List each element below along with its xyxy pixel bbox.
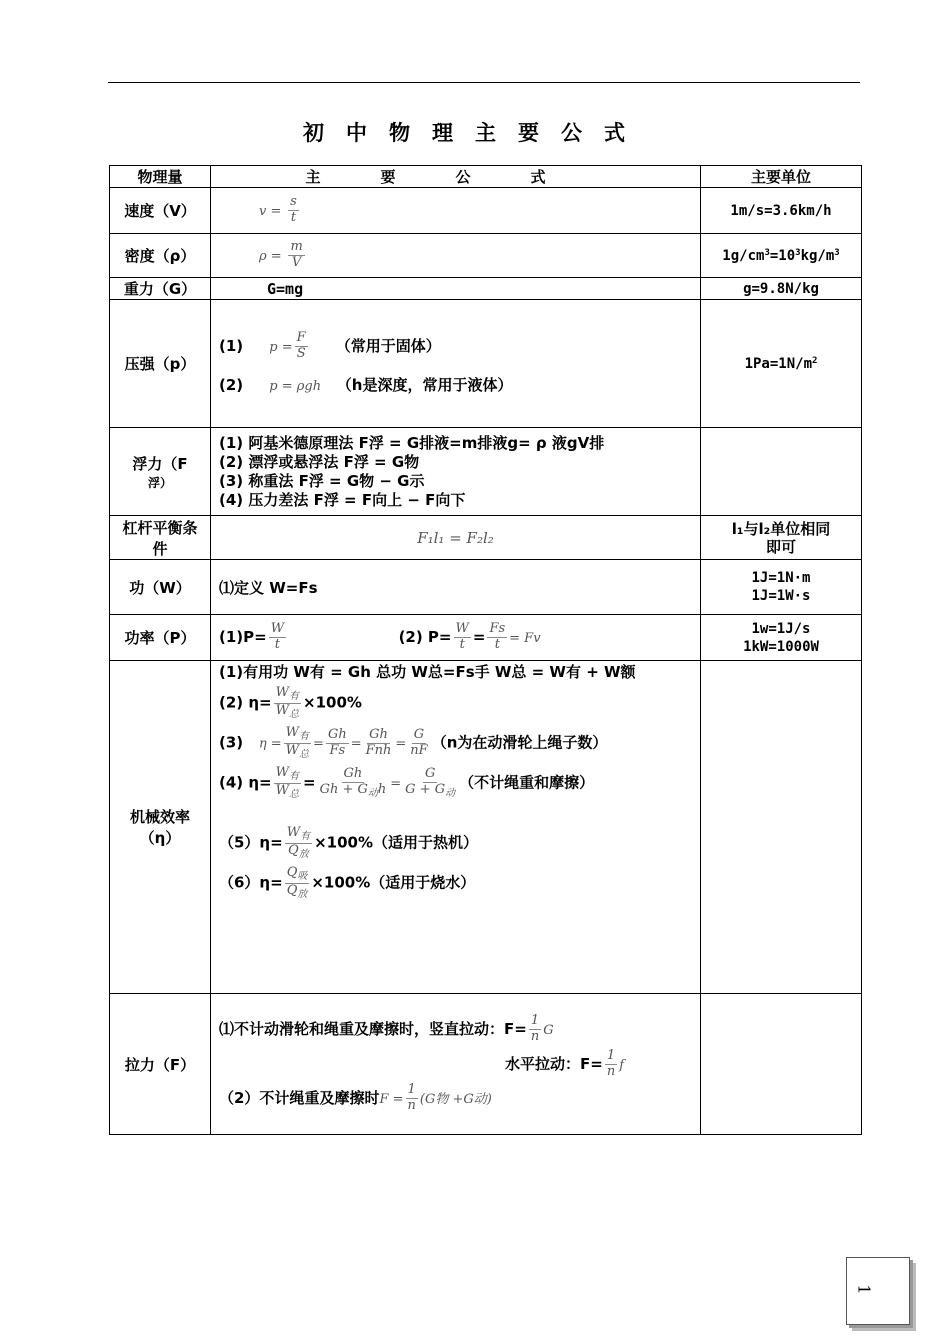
- header-unit: 主要单位: [701, 166, 862, 188]
- unit-pressure: $1Pa=1N/m^2$: [701, 300, 862, 428]
- page-number: 1: [854, 1284, 874, 1295]
- top-rule: [108, 82, 860, 83]
- quantity-buoyancy: 浮力（F 浮）: [110, 428, 211, 516]
- header-row: [110, 166, 862, 188]
- quantity-pull: 拉力（F）: [110, 994, 211, 1135]
- formula-lever: F₁l₁ = F₂l₂: [211, 516, 701, 560]
- unit-buoyancy: [701, 428, 862, 516]
- quantity-power: 功率（P）: [110, 615, 211, 661]
- header-quantity: 物理量: [110, 166, 211, 188]
- row-buoyancy: [110, 428, 862, 516]
- row-power: [110, 615, 862, 661]
- formula-gravity: G=mg: [211, 278, 701, 300]
- unit-gravity: g=9.8N/kg: [701, 278, 862, 300]
- row-efficiency: [110, 661, 862, 994]
- unit-pull: [701, 994, 862, 1135]
- unit-lever: l₁与l₂单位相同 即可: [701, 516, 862, 560]
- row-pull: [110, 994, 862, 1135]
- formula-work: ⑴定义 W=Fs: [211, 560, 701, 615]
- unit-speed: 1m/s=3.6km/h: [701, 188, 862, 234]
- formula-density: ρ = $\frac{m}{V}$: [211, 234, 701, 278]
- formula-table: [109, 165, 862, 1135]
- formula-speed: v = $\frac{s}{t}$: [211, 188, 701, 234]
- row-speed: [110, 188, 862, 234]
- row-gravity: [110, 278, 862, 300]
- quantity-gravity: 重力（G）: [110, 278, 211, 300]
- formula-pressure: (1) p = $\frac{F}{S}$ （常用于固体） (2) p = ρgh （h是深度，常用于液体）: [211, 300, 701, 428]
- quantity-speed: 速度（V）: [110, 188, 211, 234]
- unit-efficiency: [701, 661, 862, 994]
- quantity-pressure: 压强（p）: [110, 300, 211, 428]
- quantity-efficiency: 机械效率 （η）: [110, 661, 211, 994]
- unit-work: 1J=1N·m 1J=1W·s: [701, 560, 862, 615]
- formula-buoyancy: (1) 阿基米德原理法 F浮 = G排液=m排液g= ρ 液gV排 (2) 漂浮或悬浮法 F浮 = G物 (3) 称重法 F浮 = G物 − G示 (4) 压力差法 F浮 = F向上 − F向下: [211, 428, 701, 516]
- row-work: [110, 560, 862, 615]
- quantity-density: 密度（ρ）: [110, 234, 211, 278]
- quantity-work: 功（W）: [110, 560, 211, 615]
- formula-pull: ⑴不计动滑轮和绳重及摩擦时，竖直拉动：F= $\frac{1}{n}$ G 水平拉动：F= $\frac{1}{n}$ f （2）不计绳重及摩擦时F = $\frac{1}{n}$ (G物 +G动): [211, 994, 701, 1135]
- unit-density: $1g/cm^3=10^3kg/m^3$: [701, 234, 862, 278]
- header-formula: 主要公式: [211, 166, 701, 188]
- quantity-lever: 杠杆平衡条件: [110, 516, 211, 560]
- page-number-box: [846, 1257, 910, 1325]
- unit-power: 1w=1J/s 1kW=1000W: [701, 615, 862, 661]
- formula-efficiency: (1)有用功 W有 = Gh 总功 W总=Fs手 W总 = W有 + W额 (2) η= $\frac{W_有}{W_总}$ ×100% (3) η = $\frac{W_有}{W_总}$ = $\frac{Gh}{Fs}$ = $\frac{Gh}{\text{Fnh}}$ = $\frac{G}{nF}$ （n为在动滑轮上绳子数） (4) η= $\frac{W_有}{W_总}$ = $\frac{Gh}{Gh + G_动h}$ = $\frac{G}{G + G_动}$ （不计绳重和摩擦） （5）η= $\frac{W_有}{Q_放}$ ×100%（适用于热机） （6）η= $\frac{Q_吸}{Q_放}$ ×100%（适用于烧水）: [211, 661, 701, 994]
- page-title: 初中物理主要公式: [303, 121, 647, 145]
- formula-power: (1)P= $\frac{W}{t}$ (2) P= $\frac{W}{t}$ = $\frac{Fs}{t}$ = Fv: [211, 615, 701, 661]
- row-lever: [110, 516, 862, 560]
- row-pressure: [110, 300, 862, 428]
- row-density: [110, 234, 862, 278]
